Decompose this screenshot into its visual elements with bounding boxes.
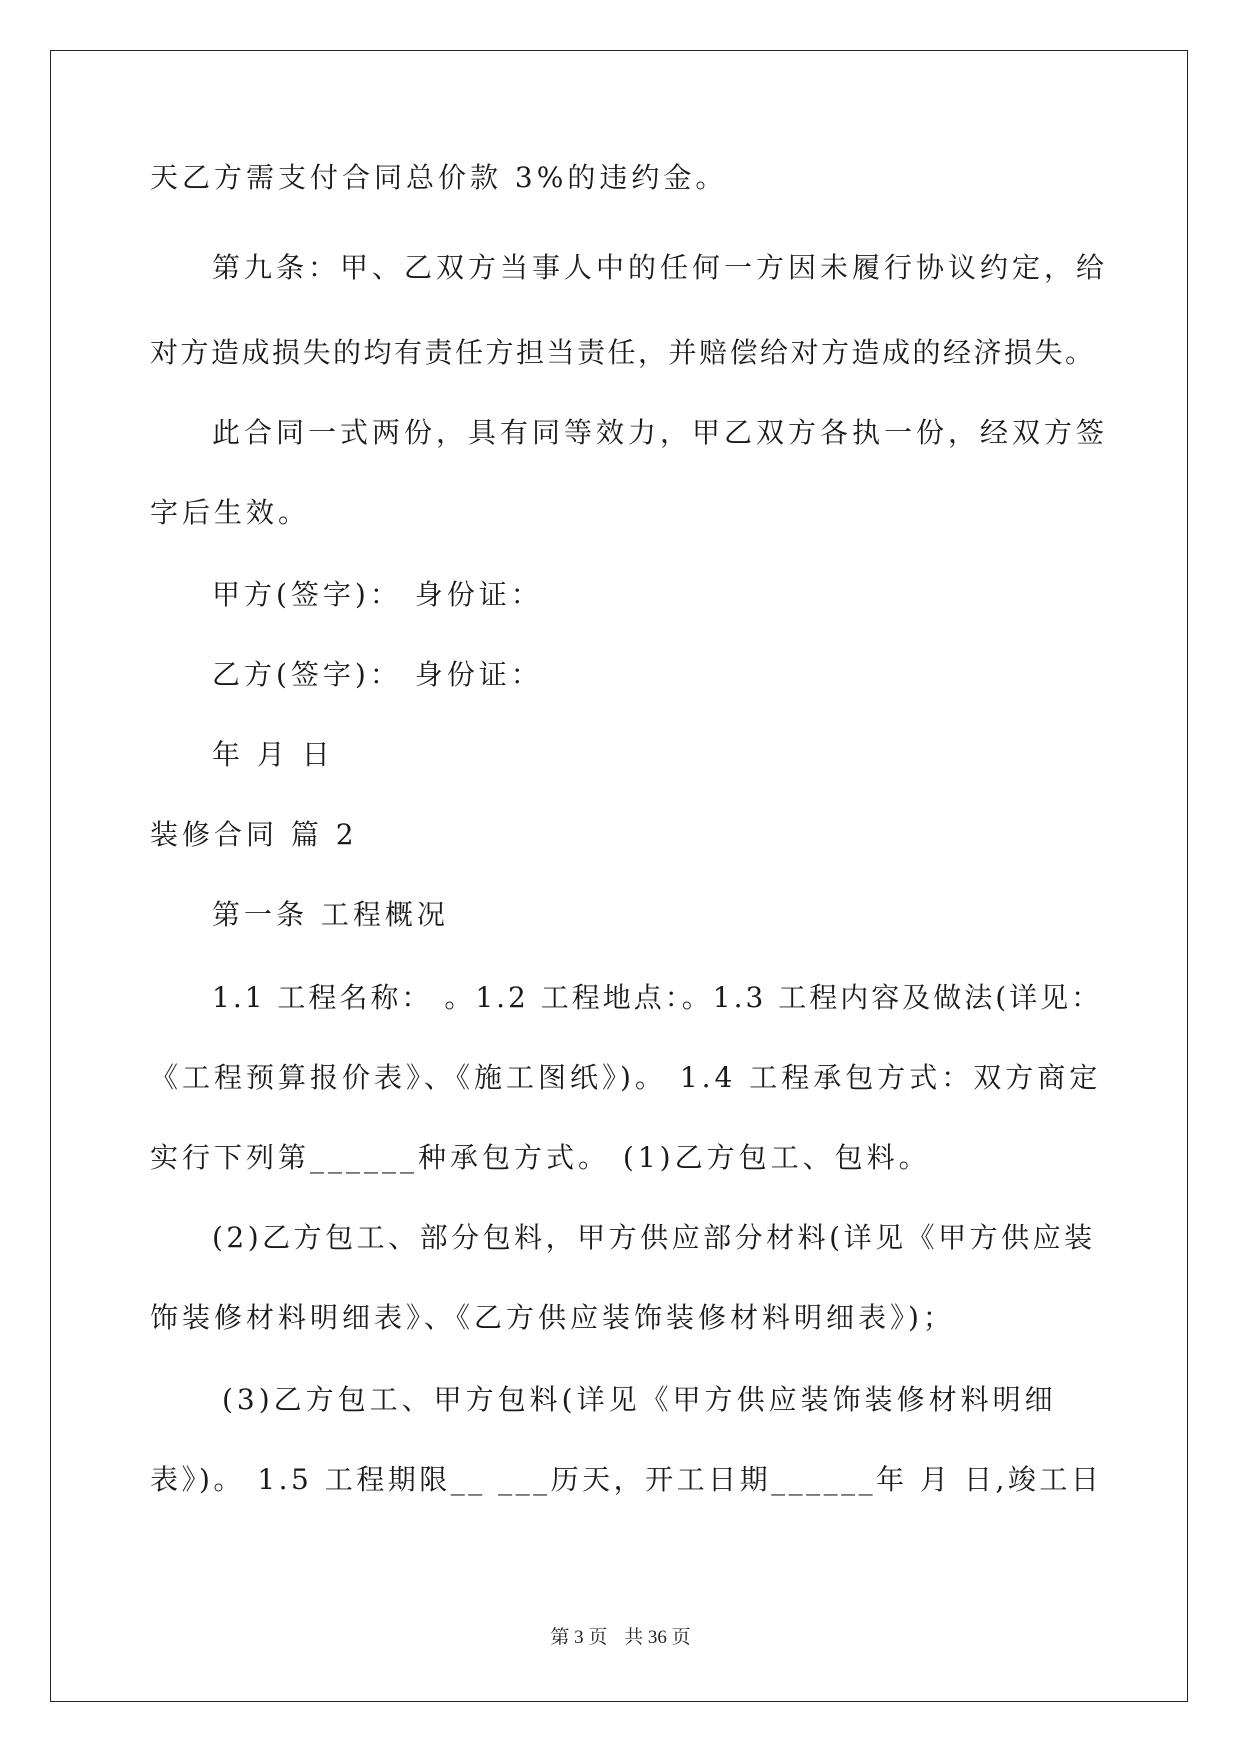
page-border [50,50,1188,1702]
text-line: 实行下列第______种承包方式。 (1)乙方包工、包料。 [150,1141,931,1174]
page-number: 第 3 页 [550,1627,608,1648]
text-line: 《工程预算报价表》、《施工图纸》)。 1.4 工程承包方式：双方商定 [150,1061,1102,1094]
text-line: 此合同一式两份，具有同等效力，甲乙双方各执一份，经双方签 [212,416,1109,449]
text-line: 字后生效。 [150,496,311,529]
page-footer [0,1626,1241,1650]
text-line: 表》)。 1.5 工程期限__ ___历天，开工日期______年 月 日,竣工日 [150,1463,1103,1496]
text-line: 饰装修材料明细表》、《乙方供应装饰装修材料明细表》)； [150,1301,955,1334]
text-line: 1.1 工程名称： 。1.2 工程地点：。1.3 工程内容及做法(详见： [212,981,1103,1014]
text-line: 天乙方需支付合同总价款 3%的违约金。 [150,161,728,194]
signature-line-party-a: 甲方(签字)： 身份证： [212,578,543,611]
signature-line-party-b: 乙方(签字)： 身份证： [212,658,543,691]
text-line: (2)乙方包工、部分包料，甲方供应部分材料(详见《甲方供应装 [212,1221,1096,1254]
text-line: 对方造成损失的均有责任方担当责任，并赔偿给对方造成的经济损失。 [150,336,1096,369]
section-heading: 装修合同 篇 2 [150,818,358,851]
text-line: 第九条：甲、乙双方当事人中的任何一方因未履行协议约定，给 [212,251,1109,284]
date-line: 年 月 日 [212,738,334,771]
page-total: 共 36 页 [624,1627,691,1648]
article-heading: 第一条 工程概况 [212,898,449,931]
text-line: (3)乙方包工、甲方包料(详见《甲方供应装饰装修材料明细 [222,1383,1057,1416]
